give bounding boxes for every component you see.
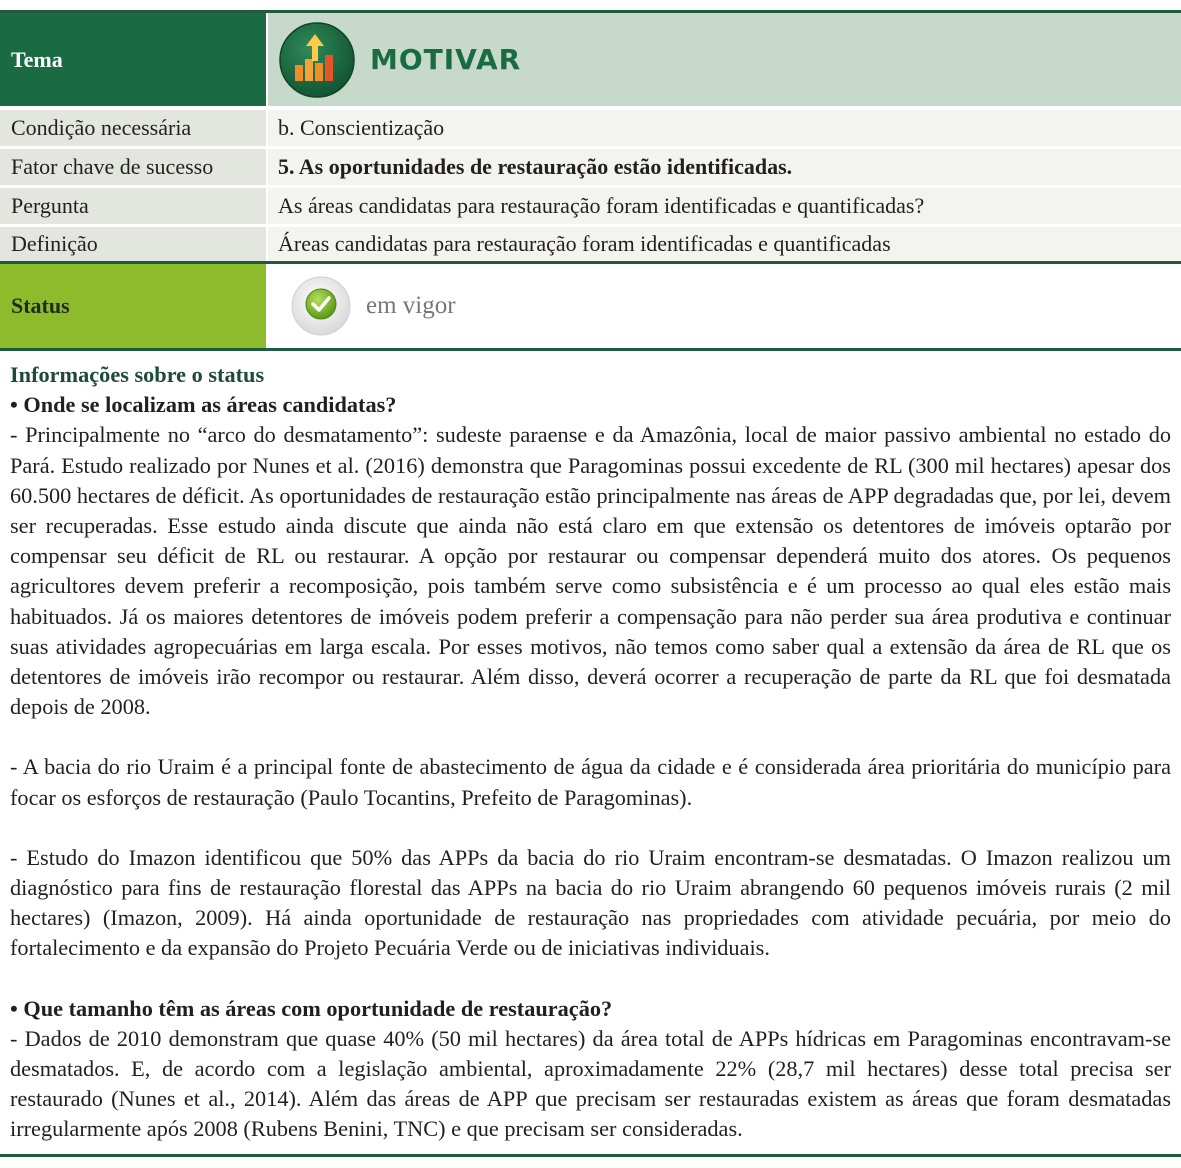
definicao-row (0, 227, 1181, 261)
fator-row (0, 149, 1181, 185)
check-circle-icon (290, 275, 352, 337)
definicao-label: Definição (0, 227, 266, 261)
question-heading: • Onde se localizam as áreas candidatas? (10, 392, 397, 418)
pergunta-row (0, 188, 1181, 224)
definicao-value: Áreas candidatas para restauração foram identificadas e quantificadas (268, 227, 1181, 261)
tema-value: MOTIVAR (370, 43, 522, 76)
tema-label: Tema (0, 13, 266, 106)
status-value-cell (268, 264, 1181, 348)
pergunta-label: Pergunta (0, 188, 266, 224)
fator-value: 5. As oportunidades de restauração estão identificadas. (268, 149, 1181, 185)
divider (0, 348, 1181, 351)
tema-value-cell (268, 13, 1181, 106)
status-label: Status (0, 264, 266, 348)
paragraph: - Estudo do Imazon identificou que 50% das APPs da bacia do rio Uraim encontram-se desmatadas. O Imazon realizou um diagnóstico para fins de restauração florestal das APPs na bacia do rio Uraim abrangendo 60 pequenos imóveis rurais (2 mil hectares) (Imazon, 2009). Há ainda oportunidade de restauração nas propriedades com atividade pecuária, por meio do fortalecimento e da expansão do Projeto Pecuária Verde ou de iniciativas individuais. (10, 844, 1171, 961)
bottom-divider (0, 1154, 1181, 1157)
question-heading: • Que tamanho têm as áreas com oportunidade de restauração? (10, 995, 613, 1021)
paragraph: - A bacia do rio Uraim é a principal fonte de abastecimento de água da cidade e é considerada área prioritária do município para focar os esforços de restauração (Paulo Tocantins, Prefeito de Paragominas). (10, 754, 1171, 810)
condicao-value: b. Conscientização (268, 110, 1181, 146)
condicao-row (0, 110, 1181, 146)
status-info-section (10, 360, 1171, 1145)
status-row (0, 264, 1181, 348)
status-value: em vigor (366, 292, 456, 319)
section-heading: Informações sobre o status (10, 362, 265, 387)
paragraph: - Principalmente no “arco do desmatamento”: sudeste paraense e da Amazônia, local de maior passivo ambiental no estado do Pará. Estudo realizado por Nunes et al. (2016) demonstra que Paragominas possui excedente de RL (300 mil hectares) apesar dos 60.500 hectares de déficit. As oportunidades de restauração estão principalmente nas áreas de APP degradadas que, por lei, devem ser recuperadas. Esse estudo ainda discute que ainda não está claro em que extensão os detentores de imóveis optarão por compensar seu déficit de RL ou restaurar. A opção por restaurar ou compensar dependerá muito dos atores. Os pequenos agricultores devem preferir a recomposição, pois também serve como subsistência e é um processo ao qual eles estão mais habituados. Já os maiores detentores de imóveis podem preferir a compensação para não perder sua área produtiva e continuar suas atividades agropecuárias em larga escala. Por esses motivos, não temos como saber qual a extensão da área de RL que os detentores de imóveis irão recompor ou restaurar. Além disso, deverá ocorrer a recuperação de parte da RL que foi desmatada depois de 2008. (10, 422, 1171, 720)
bar-chart-up-arrow-icon (278, 21, 356, 99)
tema-row (0, 13, 1181, 106)
condicao-label: Condição necessária (0, 110, 266, 146)
fator-label: Fator chave de sucesso (0, 149, 266, 185)
pergunta-value: As áreas candidatas para restauração foram identificadas e quantificadas? (268, 188, 1181, 224)
paragraph: - Dados de 2010 demonstram que quase 40% (50 mil hectares) da área total de APPs hídricas em Paragominas encontravam-se desmatados. E, de acordo com a legislação ambiental, aproximadamente 22% (28,7 mil hectares) desse total precisa ser restaurado (Nunes et al., 2014). Além das áreas de APP que precisam ser restauradas existem as áreas que foram desmatadas irregularmente após 2008 (Rubens Benini, TNC) e que precisam ser consideradas. (10, 1025, 1171, 1142)
